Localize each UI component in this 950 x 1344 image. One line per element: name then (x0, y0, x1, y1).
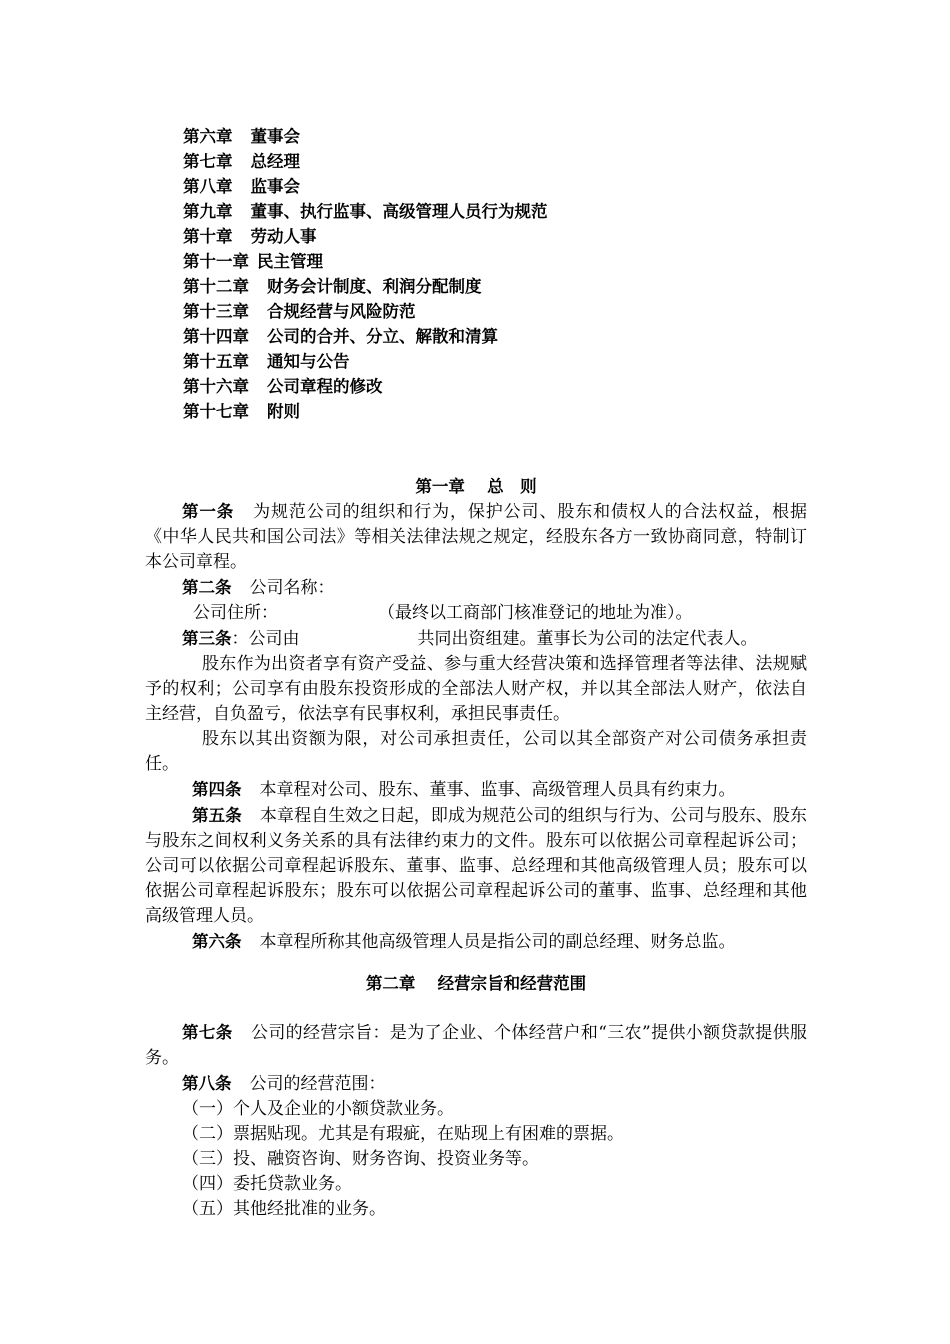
business-scope-item: （三）投、融资咨询、财务咨询、投资业务等。 (182, 1149, 539, 1169)
article-1-text: 为规范公司的组织和行为，保护公司、股东和债权人的合法权益，根据《中华人民共和国公司法》等相关法律法规之规定，经股东各方一致协商同意，特制订本公司章程。 (145, 502, 808, 572)
article-3-paragraph-3: 股东以其出资额为限，对公司承担责任，公司以其全部资产对公司债务承担责任。 (145, 729, 807, 774)
article-5-text: 本章程自生效之日起，即成为规范公司的组织与行为、公司与股东、股东与股东之间权利义务关系的具有法律约束力的文件。股东可以依据公司章程起诉公司；公司可以依据公司章程起诉股东、董事、监事、总经理和其他高级管理人员；股东可以依据公司章程起诉股东；股东可以依据公司章程起诉公司的董事、监事、总经理和其他高级管理人员。 (145, 806, 808, 926)
table-of-contents (183, 124, 548, 424)
article-6-text: 本章程所称其他高级管理人员是指公司的副总经理、财务总监。 (259, 932, 736, 952)
toc-chapter-title: 董事会 (250, 127, 300, 146)
toc-item (183, 299, 548, 324)
toc-chapter-number: 第十二章 (183, 277, 249, 296)
toc-item (183, 124, 548, 149)
article-4 (145, 777, 807, 803)
article-5-label: 第五条 (192, 806, 242, 825)
toc-chapter-title: 民主管理 (257, 252, 323, 271)
toc-item (183, 374, 548, 399)
toc-chapter-number: 第六章 (183, 127, 233, 146)
toc-chapter-title: 公司的合并、分立、解散和清算 (267, 327, 498, 346)
article-1-label: 第一条 (182, 502, 235, 521)
article-6 (145, 929, 807, 955)
toc-item (183, 399, 548, 424)
toc-chapter-number: 第十三章 (183, 302, 249, 321)
article-3-pre: ：公司由 (231, 629, 300, 649)
article-3-paragraph-2: 股东作为出资者享有资产受益、参与重大经营决策和选择管理者等法律、法规赋予的权利；公司享有由股东投资形成的全部法人财产权，并以其全部法人财产，依法自主经营，自负盈亏，依法享有民事权利，承担民事责任。 (145, 654, 807, 724)
toc-chapter-number: 第十六章 (183, 377, 249, 396)
toc-chapter-title: 通知与公告 (267, 352, 350, 371)
chapter-2-body (145, 1020, 807, 1222)
business-scope-item: （五）其他经批准的业务。 (182, 1199, 386, 1219)
toc-chapter-number: 第八章 (183, 177, 233, 196)
chapter-1-body (145, 499, 807, 955)
article-4-text: 本章程对公司、股东、董事、监事、高级管理人员具有约束力。 (259, 780, 736, 800)
chapter-1-title: 第一章 总 则 (415, 477, 537, 496)
article-7 (145, 1020, 807, 1071)
toc-chapter-title: 监事会 (250, 177, 300, 196)
toc-chapter-title: 财务会计制度、利润分配制度 (267, 277, 482, 296)
company-address (145, 601, 807, 626)
article-2-label: 第二条 (182, 578, 232, 597)
toc-chapter-title: 董事、执行监事、高级管理人员行为规范 (250, 202, 548, 221)
article-2-text: 公司名称： (249, 578, 335, 598)
article-7-label: 第七条 (182, 1023, 233, 1042)
toc-item (183, 224, 548, 249)
business-scope-list (145, 1097, 807, 1222)
toc-chapter-number: 第十五章 (183, 352, 249, 371)
toc-chapter-title: 合规经营与风险防范 (267, 302, 416, 321)
toc-chapter-number: 第九章 (183, 202, 233, 221)
toc-chapter-number: 第七章 (183, 152, 233, 171)
toc-chapter-title: 附则 (267, 402, 300, 421)
article-5 (145, 803, 807, 929)
article-7-text: 公司的经营宗旨：是为了企业、个体经营户和“三农”提供小额贷款提供服务。 (145, 1023, 807, 1068)
address-note: （最终以工商部门核准登记的地址为准）。 (378, 603, 693, 623)
toc-chapter-number: 第十四章 (183, 327, 249, 346)
toc-item (183, 274, 548, 299)
article-3 (145, 626, 807, 652)
article-1 (145, 499, 807, 575)
article-8-label: 第八条 (182, 1074, 232, 1093)
article-2 (145, 575, 807, 601)
business-scope-item: （四）委托贷款业务。 (182, 1174, 352, 1194)
address-label: 公司住所： (193, 603, 278, 623)
toc-item (183, 149, 548, 174)
toc-item (183, 199, 548, 224)
article-3-post: 共同出资组建。董事长为公司的法定代表人。 (417, 629, 758, 649)
toc-item (183, 349, 548, 374)
toc-chapter-number: 第十七章 (183, 402, 249, 421)
toc-item (183, 249, 548, 274)
toc-chapter-number: 第十章 (183, 227, 233, 246)
business-scope-item: （一）个人及企业的小额贷款业务。 (182, 1099, 454, 1119)
toc-item (183, 324, 548, 349)
toc-item (183, 174, 548, 199)
article-3-label: 第三条 (182, 629, 232, 648)
article-6-label: 第六条 (192, 932, 242, 951)
chapter-2-title: 第二章 经营宗旨和经营范围 (365, 974, 587, 993)
business-scope-item: （二）票据贴现。尤其是有瑕疵，在贴现上有困难的票据。 (182, 1124, 624, 1144)
article-4-label: 第四条 (192, 780, 242, 799)
article-8 (145, 1071, 807, 1097)
toc-chapter-title: 总经理 (250, 152, 300, 171)
toc-chapter-title: 劳动人事 (250, 227, 317, 246)
toc-chapter-title: 公司章程的修改 (267, 377, 383, 396)
article-8-text: 公司的经营范围： (249, 1074, 386, 1094)
toc-chapter-number: 第十一章 (183, 252, 249, 271)
